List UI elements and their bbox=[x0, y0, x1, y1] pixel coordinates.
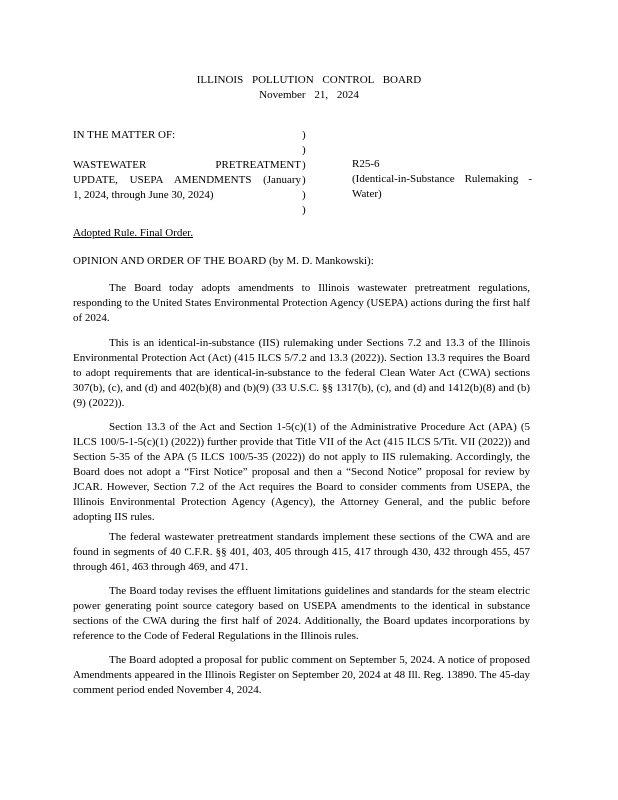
caption-paren: ) bbox=[302, 189, 306, 201]
matter-title-line2: UPDATE, USEPA AMENDMENTS (January bbox=[73, 174, 301, 186]
paragraph: The Board today adopts amendments to Illinois wastewater pretreatment regulations, responding to the United States Environmental Protection Agency (USEPA) actions during the first half of 2024. bbox=[73, 282, 530, 324]
paragraph: The Board adopted a proposal for public comment on September 5, 2024. A notice of proposed Amendments appeared in the Illinois Register on September 20, 2024 at 48 Ill. Reg. 13890. The 45-day comment period ended November 4, 2024. bbox=[73, 654, 530, 696]
paragraph: This is an identical-in-substance (IIS) rulemaking under Sections 7.2 and 13.3 of the Illinois Environmental Protection Act (Act) (415 ILCS 5/7.2 and 13.3 (2022)). Section 13.3 requires the Board to adopt requirements that are identical-in-substance to the federal Clean Water Act (CWA) sections 307(b), (c), and (d) and 402(b)(8) and (b)(9) (33 U.S.C. §§ 1317(b), (c), and (d) and 1412(b)(8) and (b)(9) (2022)). bbox=[73, 337, 530, 409]
document-subtitle: Adopted Rule. Final Order. bbox=[73, 227, 194, 239]
caption-paren: ) bbox=[302, 144, 306, 156]
in-the-matter: IN THE MATTER OF: bbox=[73, 129, 176, 141]
matter-title-line1: WASTEWATER PRETREATMENT bbox=[73, 159, 301, 171]
matter-title-line3: 1, 2024, through June 30, 2024) bbox=[73, 189, 214, 201]
docket-number: R25-6 bbox=[352, 158, 380, 170]
docket-note-line2: Water) bbox=[352, 188, 382, 200]
agency-name: ILLINOIS POLLUTION CONTROL BOARD bbox=[196, 74, 422, 86]
opinion-heading: OPINION AND ORDER OF THE BOARD (by M. D. Mankowski): bbox=[73, 255, 374, 267]
caption-paren: ) bbox=[302, 204, 306, 216]
paragraph: The federal wastewater pretreatment standards implement these sections of the CWA and are found in segments of 40 C.F.R. §§ 401, 403, 405 through 415, 417 through 430, 432 through 455, 457 through 461, 463 through 469, and 471. bbox=[73, 531, 530, 573]
paragraph: The Board today revises the effluent limitations guidelines and standards for the steam electric power generating point source category based on USEPA amendments to the identical in substance sections of the CWA during the first half of 2024. Additionally, the Board updates incorporations by reference to the Code of Federal Regulations in the Illinois rules. bbox=[73, 585, 530, 642]
paragraph: Section 13.3 of the Act and Section 1-5(c)(1) of the Administrative Procedure Act (APA) (5 ILCS 100/5-1-5(c)(1) (2022)) further provide that Title VII of the Act (415 ILCS 5/Tit. VII (2022)) and Section 5-35 of the APA (5 ILCS 100/5-35 (2022)) do not apply to IIS rulemaking. Accordingly, the Board does not adopt a “First Notice” proposal and then a “Second Notice” proposal for review by JCAR. However, Section 7.2 of the Act requires the Board to consider comments from USEPA, the Illinois Environmental Protection Agency (Agency), the Attorney General, and the public before adopting IIS rules. bbox=[73, 421, 530, 523]
caption-paren: ) bbox=[302, 174, 306, 186]
docket-note-line1: (Identical-in-Substance Rulemaking - bbox=[352, 173, 532, 185]
caption-left bbox=[73, 128, 301, 203]
caption-paren: ) bbox=[302, 159, 306, 171]
order-date: November 21, 2024 bbox=[259, 89, 359, 101]
caption-right bbox=[352, 157, 532, 202]
caption-paren: ) bbox=[302, 129, 306, 141]
caption-parens bbox=[302, 128, 312, 218]
